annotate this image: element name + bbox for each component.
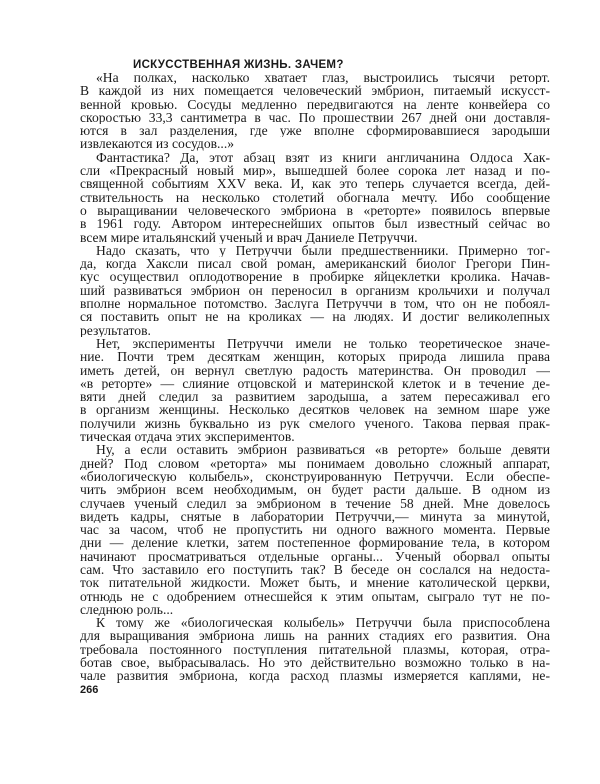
text-line: вяти дней следил за развитием зародыша, а затем пересаживал его: [80, 390, 550, 404]
text-line: чить эмбрион всем необходимым, он будет расти дальше. В одном из: [80, 483, 550, 497]
page-number: 266: [80, 684, 99, 696]
paragraph: [80, 443, 550, 616]
text-line: получили жизнь буквально из рук смелого ученого. Такова первая прак-: [80, 416, 550, 431]
text-line: дни — деление клетки, затем постепенное формирование тела, в котором: [80, 536, 550, 550]
text-line: ботав свое, выбрасывалась. Но это действительно возможно только в на-: [80, 656, 550, 670]
paragraph: [80, 151, 550, 244]
text-line: ние. Почти трем десяткам женщин, которых природа лишила права: [80, 350, 550, 364]
text-line: видеть кадры, снятые в лаборатории Петруччи,— минута за минутой,: [80, 509, 550, 524]
text-line: Надо сказать, что у Петруччи были предшественники. Примерно тог-: [96, 243, 550, 258]
text-line: в 1961 году. Автором интереснейших опытов был известный сейчас во: [80, 217, 550, 231]
text-line: Нет, эксперименты Петруччи имели не только теоретическое значе-: [96, 336, 550, 351]
text-line: «биологическую колыбель», сконструированную Петруччи. Если обеспе-: [80, 469, 550, 484]
text-line: тическая отдача этих экспериментов.: [80, 430, 295, 444]
text-line: ся поставить опыт не на кроликах — на людях. И достиг великолепных: [80, 310, 550, 324]
text-line: сли «Прекрасный новый мир», вышедшей более сорока лет назад и по-: [80, 164, 550, 178]
text-line: в организм женщины. Несколько десятков человек на земном шаре уже: [80, 403, 550, 417]
text-line: ший развиваться эмбрион он переносил в организм крольчихи и получал: [80, 283, 550, 298]
text-line: извлекаются из сосудов...»: [80, 137, 235, 151]
text-line: вполне нормальное потомство. Заслуга Петруччи в том, что он не побоял-: [80, 297, 550, 311]
text-line: отнюдь не с одобрением отнесшейся к этим опытам, сыграло тут не по-: [80, 589, 550, 603]
text-line: чале развития эмбриона, когда расход плазмы измеряется каплями, не-: [80, 669, 550, 683]
text-line: час за часом, чтоб не пропустить ни одного важного момента. Первые: [80, 523, 550, 537]
text-line: венной кровью. Сосуды медленно передвигаются на ленте конвейера со: [80, 97, 550, 111]
text-line: Фантастика? Да, этот абзац взят из книги англичанина Олдоса Хак-: [96, 150, 550, 165]
text-line: случаев ученый следил за эмбрионом в течение 58 дней. Мне довелось: [80, 496, 550, 510]
paragraph: [80, 71, 550, 151]
text-line: ток питательной жидкости. Может быть, и мнение католической церкви,: [80, 576, 550, 590]
text-line: требовала постоянного поступления питательной плазмы, которая, отра-: [80, 642, 550, 657]
text-line: результатов.: [80, 323, 151, 337]
text-line: сам. Что заставило его поступить так? В беседе он сослался на недоста-: [80, 562, 550, 577]
text-line: для выращивания эмбриона лишь на ранних стадиях его развития. Она: [80, 629, 550, 643]
body-text: [80, 71, 550, 683]
text-line: скоростью 33,3 сантиметра в час. По прошествии 267 дней они доставля-: [80, 110, 550, 125]
text-line: ствительность на несколько столетий обогнала мечту. Ибо сообщение: [80, 190, 550, 204]
text-line: да, когда Хаксли писал свой роман, американский биолог Грегори Пин-: [80, 257, 550, 271]
text-line: иметь детей, он вернул светлую радость материнства. Он проводил —: [80, 363, 550, 377]
text-line: священной событиям XXV века. И, как это теперь случается всегда, дей-: [80, 177, 550, 191]
text-line: «в реторте» — слияние отцовской и материнской клеток и в течение де-: [80, 376, 550, 391]
text-line: начинают просматриваться отдельные органы... Ученый оборвал опыты: [80, 549, 550, 563]
text-line: дней? Под словом «реторта» мы понимаем довольно сложный аппарат,: [80, 456, 550, 470]
text-line: следнюю роль...: [80, 602, 174, 617]
text-line: «На полках, насколько хватает глаз, выстроились тысячи реторт.: [96, 71, 550, 85]
text-line: ются в зал разделения, где уже вполне сформировавшиеся зародыши: [80, 124, 550, 138]
text-line: всем мире итальянский ученый и врач Даниеле Петруччи.: [80, 230, 418, 244]
chapter-heading: ИСКУССТВЕННАЯ ЖИЗНЬ. ЗАЧЕМ?: [133, 59, 344, 71]
paragraph: [80, 244, 550, 337]
text-line: К тому же «биологическая колыбель» Петруччи была приспособлена: [96, 616, 550, 630]
text-line: Ну, а если оставить эмбрион развиваться «в реторте» больше девяти: [96, 443, 550, 457]
paragraph: [80, 337, 550, 443]
text-line: В каждой из них помещается человеческий эмбрион, питаемый искусст-: [80, 84, 550, 98]
text-line: кус осуществил оплодотворение в пробирке яйцеклетки кролика. Начав-: [80, 270, 550, 284]
text-line: о выращивании человеческого эмбриона в «реторте» появилось впервые: [80, 203, 550, 218]
paragraph: [80, 616, 550, 682]
